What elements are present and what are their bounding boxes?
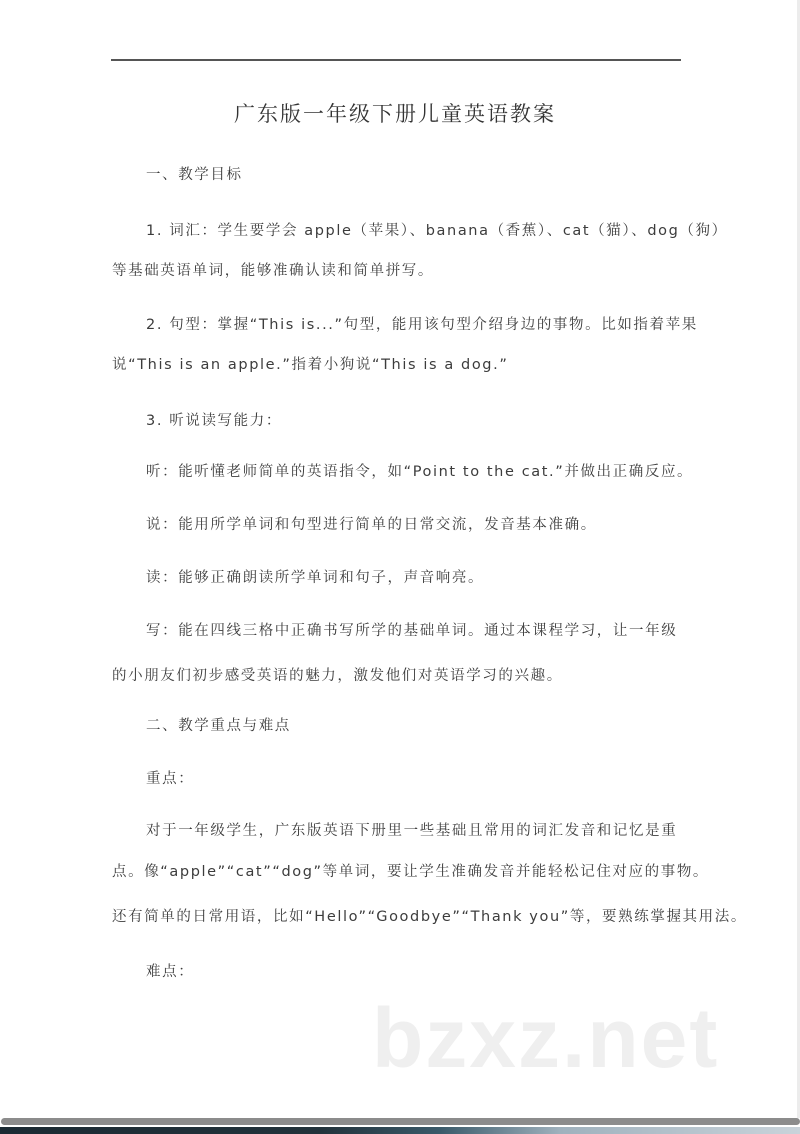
paragraph-sentence-pattern: 2. 句型：掌握“This is...”句型，能用该句型介绍身边的事物。比如指着苹果 xyxy=(146,317,698,333)
paragraph-listening: 听：能听懂老师简单的英语指令，如“Point to the cat.”并做出正确反应。 xyxy=(146,464,694,480)
paragraph-vocabulary-cont: 等基础英语单词，能够准确认读和简单拼写。 xyxy=(112,263,434,279)
horizontal-scrollbar[interactable] xyxy=(1,1118,800,1125)
paragraph-skills-heading: 3. 听说读写能力： xyxy=(146,413,282,429)
paragraph-writing: 写：能在四线三格中正确书写所学的基础单词。通过本课程学习，让一年级 xyxy=(146,623,678,639)
subheading-difficulties: 难点： xyxy=(146,964,195,980)
subheading-key-points: 重点： xyxy=(146,771,195,787)
desktop-background-strip xyxy=(0,1127,800,1134)
paragraph-writing-cont: 的小朋友们初步感受英语的魅力，激发他们对英语学习的兴趣。 xyxy=(112,668,563,684)
paragraph-key-points-cont: 点。像“apple”“cat”“dog”等单词，要让学生准确发音并能轻松记住对应的事物。 xyxy=(112,864,710,880)
paragraph-vocabulary: 1. 词汇：学生要学会 apple（苹果）、banana（香蕉）、cat（猫）、dog（狗） xyxy=(146,223,728,239)
section-heading-key-points: 二、教学重点与难点 xyxy=(146,718,291,734)
paragraph-reading: 读：能够正确朗读所学单词和句子，声音响亮。 xyxy=(146,570,485,586)
document-title: 广东版一年级下册儿童英语教案 xyxy=(234,102,556,126)
paragraph-sentence-pattern-cont: 说“This is an apple.”指着小狗说“This is a dog.” xyxy=(112,357,509,373)
header-rule xyxy=(111,59,681,61)
paragraph-speaking: 说：能用所学单词和句型进行简单的日常交流，发音基本准确。 xyxy=(146,517,597,533)
section-heading-objectives: 一、教学目标 xyxy=(146,167,243,183)
watermark: bzxz.net xyxy=(372,991,720,1085)
paragraph-key-points-cont2: 还有简单的日常用语，比如“Hello”“Goodbye”“Thank you”等，要熟练掌握其用法。 xyxy=(112,909,747,925)
paragraph-key-points: 对于一年级学生，广东版英语下册里一些基础且常用的词汇发音和记忆是重 xyxy=(146,823,678,839)
